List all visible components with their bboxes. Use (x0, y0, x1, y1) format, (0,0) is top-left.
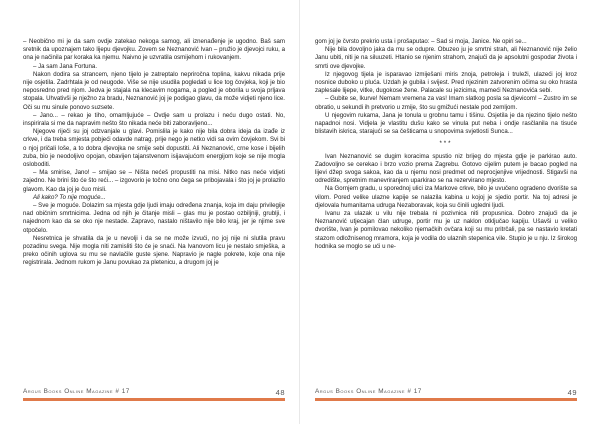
left-footer (23, 388, 285, 398)
paragraph: – Ma smirise, Jano! – smijao se – Ništa nećeš propustiti na misi. Nitko nas neće vidjeti zajedno. Ne brini što će što reći... – izgovorio je točno ono čega se pribojavala i što joj je prolazilo glavom. Kao da joj je čuo misli. (23, 169, 285, 193)
paragraph: gom joj je čvrsto prekrio usta i prošaputao: – Sad si moja, Janice. Ne opiri se... (315, 38, 527, 45)
paragraph: Na Gornjem gradu, u sporednoj ulici iza Markove crkve, bilo je uvučeno ogradeno dvorište sa vilom. Pored velike ulazne kapije se nalazila kabina u kojoj je sjedio portir. Na toj adresi je djelovala humanitarna udruga Nezaboravak, koja su činili ugledni ljudi. (315, 185, 577, 209)
paragraph: U njegovim rukama, Jana je tonula u grobnu tamu i tišinu. Osjetila je da njezino tijelo nešto napadnoi nosi. Vidjela je vlastitu dušu kako se vinula put neba i ondje rasčlanila na tisuće blistavih iskrica, starajući se sa češticama u snopovima svjetlosti Sunca... (315, 111, 577, 136)
paragraph: – Gubite se, lkurve! Nemam vremena za vas! Imam slatkog posla sa djevicom! – Zustro im se obratio, u sekundi ih pretvorio u zmije, što su gmižući nestale pod zemljom. (315, 95, 577, 111)
paragraph: Ivan Neznanović se dugim koracima spustio niz brijeg do mjesta gdje je parkirao auto. Zadovoljno se cerekao i brzo vozio prema Zagrebu. Gotovo cijelim putem je bacao pogled na lijevi džep svoga sakoa, kao da u njemu nosi predmet od neprocjenjive vrijednosti. Stigavši na odredište, spretnim manevriranjem uparkirao se na rezervirano mjesto. (315, 152, 577, 185)
paragraph: Nije bila dovoljno jaka da mu se odupre. Obuzeo ju je smrtni strah, ali Neznanović nije želio Janu ubiti, niti je na siluuzeti. Htanio se njenim strahom, znajući da je apsolutni gospodar života i smrti ove djevojke. (315, 46, 577, 70)
paragraph: Njegove riječi su joj odzvanjale u glavi. Pomislila je kako nije bila dobra ideja da izađe iz crkve, i da treba smjesta pobjeći odavde natrag. prije nego je netko vidi sa ovim čovjekom. Svi bi o njoj pričali loše, a to dobra djevojka ne smije sebi dopustiti. Ali Neznanović, crne kose i bijelih zuba, bio je neodoljivo opojan, obavijen tajanstvenom isijavajućom energijom koje se nije mogla osloboditi. (23, 128, 285, 169)
paragraph: Ali kako? To nije moguće... (33, 193, 106, 201)
paragraph: – Neobično mi je da sam ovdje zatekao nekoga samog, ali iznenađenje je ugodno. Baš sam sretnik da upoznajem tako lijepu djevojku. Zovem se Neznanović Ivan – pružio je djevojci ruku, a ona je načinila par koraka ka njemu. Naivno je uzvratila osmijehom i rukovanjem. (23, 38, 285, 62)
page-number: 49 (567, 388, 577, 397)
paragraph: – Ja sam Jana Fortuna. (33, 62, 98, 70)
page-number: 48 (275, 388, 285, 397)
section-separator: *** (439, 140, 453, 148)
right-footer (315, 388, 577, 398)
left-page-text (23, 38, 285, 268)
paragraph: Nakon dodira sa strancem, njeno tijelo je zatreptalo nepriročna toplina, kakvu nikada prije nije osjetila. Zadrhtala je od neugode. Više se nije usudila pogledati u lice tog čovjeka, koji je bio neposredno pred njom. Jedva je stajala na klecavim nogama, a pogled je oborila u svoja prljava stopala. Uhvativši je nježno za bradu, Neznanović joj je podigao glavu, da može vidjeti njeno lice. Oči su mu sinule ponovo suzsete. (23, 70, 285, 111)
right-page-text (315, 38, 577, 251)
paragraph: Ivanu za ulazak u vilu nije trebala ni pozivnica niti propusnica. Dobro znajući da je Neznanović utjecajan član udruge, portir mu je uz naklon otključao kapiju. Ušavši u veliko dvorište, Ivan je pomilovao nekoliko njemačkih ovčara koji su mu pritrčali, pa se nastavio kretati stazom odložnisenog mramora, koja je vodila do ulaznih stepenica vile. Stupio je u nju. Iz širokog hodnika se moglo se ući u ne- (315, 210, 577, 250)
paragraph: – Jano... – rekao je tiho, omamljujuće – Ovdje sam u prolazu i neću dugo ostati. No, inspirirala si me da napravim nešto što nikada neće biti zaboravljeno... (23, 111, 285, 128)
paragraph: Iz njegovog tijela je isparavao izmiješani miris znoja, petroleja i truleži, ulazeći joj kroz nosnice duboko u pluća. Uzdah je gubila i svijest. Pred njezinim zatvorenim očima su oko hrasta zaplesale lijepe, vitke, dugokose žene. Palacale su jezicima, mameći Neznanovića sebi. (315, 70, 577, 95)
right-page (300, 0, 600, 424)
magazine-title: Argus Books Online Magazine # 17 (315, 388, 422, 395)
footer-rule (315, 398, 577, 401)
paragraph: – Sve je moguće. Dolazim sa mjesta gdje ljudi imaju određena znanja, koja im daju privilegije nad običnim smrtnicima. Jedna od njih je čitanje misli – glas mu je postao ozbiljniji, grublji, i najednom kao da se oko nje nestade. Zapravo, nastalo ništavilo nije bilo kraj, jer je njime sve otpočelo. (23, 202, 285, 234)
magazine-title: Argus Books Online Magazine # 17 (23, 388, 130, 395)
footer-rule (23, 398, 285, 401)
paragraph: Nesretnica je shvatila da je u nevolji i da se ne može izvući, no joj nije ni slutila pravu pozadinu svega. Nije mogla niti zamisliti što će je snaći. Na lvanovom licu je nestalo smješka, a preko očinih uglova su mu se navlačile guste sjene. Napravio je nagle pokrete, koje ona nije registrirala. Jednom rukom je Janu povukao za pletenicu, a drugom joj je (23, 234, 285, 267)
